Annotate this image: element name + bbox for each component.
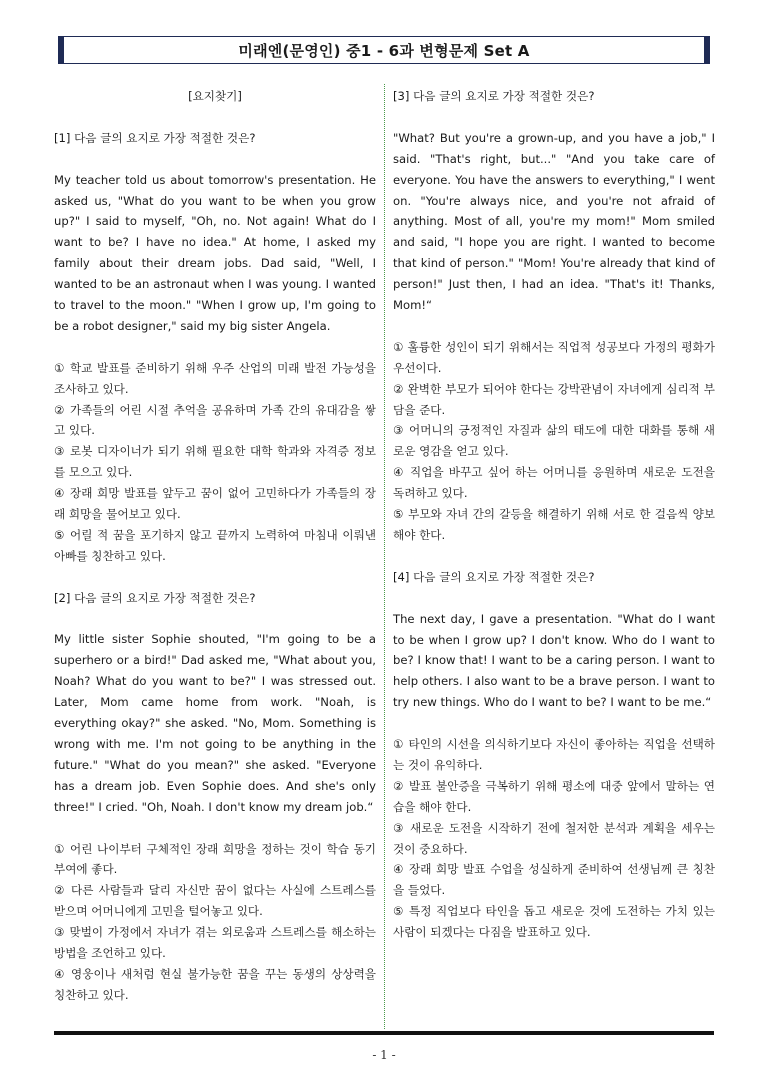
question-1-passage: My teacher told us about tomorrow's presentation. He asked us, "What do you want to be when you grow up?" I said to myself, "Oh, no. Not again! What do I want to be? I have no idea." At home, I asked my family about their dream jobs. Dad said, "Well, I wanted to be an astronaut when I was young. I wanted to travel to the moon." "When I grow up, I'm going to be a robot designer," said my big sister Angela.: [54, 172, 376, 333]
bottom-rule: [54, 1031, 714, 1035]
question-2-option-3: ③ 맞벌이 가정에서 자녀가 겪는 외로움과 스트레스를 해소하는 방법을 조언하고 있다.: [54, 925, 376, 961]
right-column: [393, 86, 715, 943]
question-3-option-2: ② 완벽한 부모가 되어야 한다는 강박관념이 자녀에게 심리적 부담을 준다.: [393, 381, 715, 417]
question-4-option-1: ① 타인의 시선을 의식하기보다 자신이 좋아하는 직업을 선택하는 것이 유익하다.: [393, 737, 715, 772]
question-2-passage: My little sister Sophie shouted, "I'm going to be a superhero or a bird!" Dad asked me, "What about you, Noah? What do you want to be?" I was stressed out. Later, Mom came home from work. "Noah, is everything okay?" she asked. "No, Mom. Something is wrong with me. I'm not going to be anything in the future." "What do you mean?" she asked. "Everyone has a dream job. Even Sophie does. And she's only three!" I cried. "Oh, Noah. I don't know my dream job.“: [54, 632, 376, 814]
question-4-label: [4] 다음 글의 요지로 가장 적절한 것은?: [393, 569, 595, 584]
page-number: - 1 -: [372, 1048, 396, 1062]
question-4-passage: The next day, I gave a presentation. "What do I want to be when I grow up? I don't know. Who do I want to be? I know that! I want to be a caring person. I want to help others. I also want to be a brave person. I want to try new things. Who do I want to be? I want to be me.“: [393, 611, 715, 710]
question-4-option-5: ⑤ 특정 직업보다 타인을 돕고 새로운 것에 도전하는 가치 있는 사람이 되겠다는 다짐을 발표하고 있다.: [393, 904, 715, 940]
question-1-option-3: ③ 로봇 디자이너가 되기 위해 필요한 대학 학과와 자격증 정보를 모으고 있다.: [54, 444, 376, 480]
question-2-option-2: ② 다른 사람들과 달리 자신만 꿈이 없다는 사실에 스트레스를 받으며 어머니에게 고민을 털어놓고 있다.: [54, 883, 376, 919]
question-3-passage: "What? But you're a grown-up, and you have a job," I said. "That's right, but..." "And you take care of everyone. You have the answers to everything," I went on. "You're always nice, and you're not afraid of anything. Most of all, you're my mom!" Mom smiled and said, "I hope you are right. I wanted to become that kind of person." "Mom! You're already that kind of person!" Just then, I had an idea. "That's it! Thanks, Mom!“: [393, 130, 715, 313]
column-divider: [384, 84, 385, 1029]
question-1-option-4: ④ 장래 희망 발표를 앞두고 꿈이 없어 고민하다가 가족들의 장래 희망을 물어보고 있다.: [54, 486, 376, 522]
question-3-option-4: ④ 직업을 바꾸고 싶어 하는 어머니를 응원하며 새로운 도전을 독려하고 있다.: [393, 465, 715, 501]
question-4-option-2: ② 발표 불안증을 극복하기 위해 평소에 대중 앞에서 말하는 연습을 해야 한다.: [393, 778, 715, 814]
question-4-option-4: ④ 장래 희망 발표 수업을 성실하게 준비하여 선생님께 큰 칭찬을 들었다.: [393, 862, 715, 898]
question-2-label: [2] 다음 글의 요지로 가장 적절한 것은?: [54, 590, 256, 605]
question-3-label: [3] 다음 글의 요지로 가장 적절한 것은?: [393, 89, 595, 103]
question-1-option-1: ① 학교 발표를 준비하기 위해 우주 산업의 미래 발전 가능성을 조사하고 있다.: [54, 360, 376, 396]
question-1-option-2: ② 가족들의 어린 시절 추억을 공유하며 가족 간의 유대감을 쌓고 있다.: [54, 402, 376, 438]
question-1-option-5: ⑤ 어릴 적 꿈을 포기하지 않고 끝까지 노력하여 마침내 이뤄낸 아빠를 칭찬하고 있다.: [54, 527, 376, 563]
question-3-option-5: ⑤ 부모와 자녀 간의 갈등을 해결하기 위해 서로 한 걸음씩 양보해야 한다.: [393, 507, 715, 542]
question-3-option-3: ③ 어머니의 긍정적인 자질과 삶의 태도에 대한 대화를 통해 새로운 영감을 얻고 있다.: [393, 423, 715, 459]
question-3-option-1: ① 훌륭한 성인이 되기 위해서는 직업적 성공보다 가정의 평화가 우선이다.: [393, 339, 715, 375]
question-2-option-1: ① 어린 나이부터 구체적인 장래 희망을 정하는 것이 학습 동기 부여에 좋다.: [54, 841, 376, 877]
section-heading: [요지찾기]: [188, 89, 242, 103]
left-column: [54, 86, 376, 1006]
question-2-option-4: ④ 영웅이나 새처럼 현실 불가능한 꿈을 꾸는 동생의 상상력을 칭찬하고 있다.: [54, 966, 376, 1002]
question-4-option-3: ③ 새로운 도전을 시작하기 전에 철저한 분석과 계획을 세우는 것이 중요하다.: [393, 820, 715, 856]
question-1-label: [1] 다음 글의 요지로 가장 적절한 것은?: [54, 130, 256, 145]
page-title: 미래엔(문영인) 중1 - 6과 변형문제 Set A: [58, 36, 710, 64]
